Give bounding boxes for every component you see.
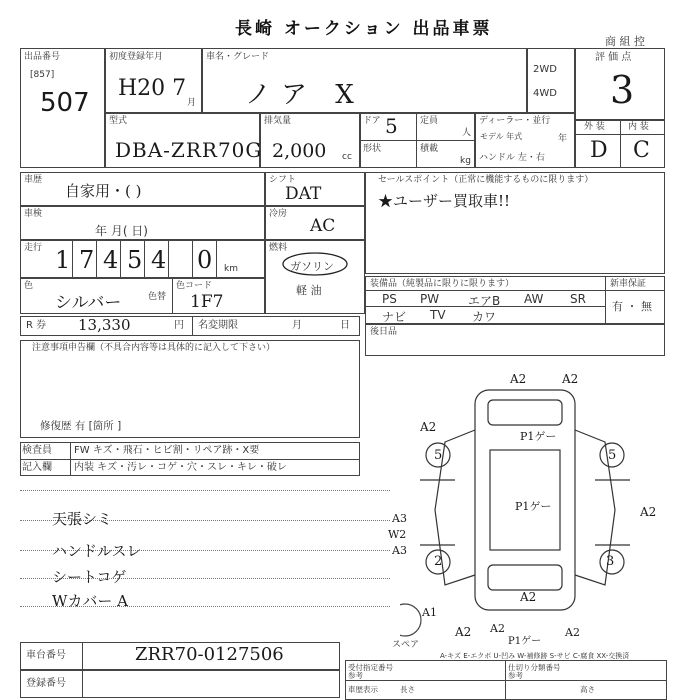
score-value: 3 [610, 68, 635, 112]
damage-legend: A-キズ E-エクボ U-凹み W-補修跡 S-サビ C-腐食 XX-交換済 [440, 652, 630, 660]
damage-mark: A3 [392, 512, 407, 525]
history-label: 車歴 [24, 175, 43, 185]
inspector-row-2: 内装 キズ・汚レ・コゲ・穴・スレ・キレ・破レ [74, 462, 287, 473]
r-ticket-label: R 券 [26, 320, 47, 331]
equip-navi: ナビ [382, 310, 407, 324]
fuel-gas: ガソリン [290, 260, 334, 273]
sales-point-box [365, 172, 665, 274]
note-line-1: 天張シミ [52, 510, 113, 528]
history-box [20, 172, 265, 206]
mileage-digit: 4 [103, 246, 119, 274]
damage-mark: A2 [562, 372, 579, 386]
footer-cell: 長さ [400, 685, 415, 694]
damage-mark: 3 [606, 554, 615, 569]
int-grade-value: C [633, 138, 650, 163]
load-unit: kg [460, 156, 471, 166]
footer-cell: 受付指定番号 [348, 663, 393, 672]
ac-value: AC [310, 216, 336, 236]
first-reg-label: 初度登録年月 [109, 52, 164, 62]
repair-history: 修復歴 有 [箇所 ] [40, 420, 122, 432]
damage-mark: A2 [490, 622, 505, 635]
mileage-digit: 1 [55, 246, 71, 274]
header-title: 長崎 オークション 出品車票 [235, 19, 493, 39]
color-swap-label: 色替 [148, 292, 167, 302]
equip-aw: AW [524, 292, 544, 306]
damage-mark: 2 [434, 554, 443, 569]
ext-grade-value: D [590, 138, 608, 163]
name-change-label: 名変期限 [198, 320, 238, 331]
after-date-box [365, 324, 665, 356]
handle-label: ハンドル 左・右 [479, 153, 545, 163]
new-warranty-label: 新車保証 [610, 279, 647, 289]
first-reg-value: H20 7 [118, 76, 187, 101]
color-label: 色 [24, 281, 34, 291]
r-ticket-unit: 円 [174, 320, 184, 331]
inspector-label: 検査員 [22, 445, 52, 456]
lot-code: [857] [30, 70, 55, 80]
damage-mark: A2 [565, 626, 580, 639]
inspector-entry-label: 記入欄 [22, 462, 52, 473]
equip-ps: PS [382, 292, 397, 306]
model-label: 型式 [109, 116, 128, 126]
ext-grade-label: 外 装 [584, 122, 605, 132]
footer-cell: 高さ [580, 685, 595, 694]
dealer-label: ディーラー・並行 [479, 116, 551, 126]
footer-cell: 参考 [508, 671, 523, 680]
damage-mark: 5 [434, 448, 443, 463]
car-name-label: 車名・グレード [206, 52, 270, 62]
gas-circle-mark [280, 250, 350, 278]
chassis-value: ZRR70-0127506 [135, 644, 284, 665]
inspector-row-1: FW キズ・飛石・ヒビ割・リペア跡・X要 [74, 445, 260, 456]
inspection-value: 年 月( 日) [95, 224, 148, 238]
damage-mark: 5 [608, 448, 617, 463]
damage-mark: A2 [510, 372, 527, 386]
drive-box [527, 48, 575, 113]
score-label: 評 価 点 [595, 52, 632, 63]
reg-box [20, 670, 340, 698]
capacity-unit: 人 [462, 128, 472, 138]
shape-label: 形状 [363, 144, 382, 154]
name-change-day: 日 [340, 320, 350, 331]
model-year-label: モデル 年式 [480, 132, 523, 141]
header-copy-label: 商 組 控 [605, 35, 645, 48]
mileage-label: 走行 [24, 243, 43, 253]
new-warranty-options: 有 ・ 無 [612, 300, 652, 313]
inspection-label: 車検 [24, 209, 43, 219]
displacement-value: 2,000 [272, 140, 327, 162]
name-change-month: 月 [292, 320, 302, 331]
int-grade-label: 内 装 [628, 122, 649, 132]
doors-label: ドア [363, 116, 381, 126]
fuel-label: 燃料 [269, 243, 288, 253]
sales-point-value: ★ユーザー買取車!! [378, 192, 511, 210]
mileage-digit: 4 [151, 246, 167, 274]
lot-label: 出品番号 [24, 52, 61, 62]
damage-mark: A2 [520, 590, 537, 604]
equip-leather: カワ [472, 310, 497, 324]
r-ticket-box [20, 316, 360, 336]
damage-mark: P1ゲー [515, 500, 552, 513]
car-name-value: ノア X [245, 80, 364, 110]
displacement-unit: cc [342, 152, 352, 162]
ac-label: 冷房 [269, 209, 288, 219]
mileage-unit: km [224, 264, 238, 274]
footer-cell: 参考 [348, 671, 363, 680]
damage-mark: A2 [640, 505, 657, 519]
first-reg-month: 月 [187, 98, 197, 108]
load-label: 積載 [420, 144, 439, 154]
model-value: DBA-ZRR70G [115, 138, 263, 162]
damage-mark: W2 [388, 528, 407, 541]
spare-label: スペア [392, 640, 420, 650]
notes-label: 注意事項申告欄（不具合内容等は具体的に記入して下さい） [32, 343, 276, 353]
fuel-diesel: 軽 油 [296, 284, 322, 297]
footer-cell: 車歴表示 [348, 685, 378, 694]
damage-mark: P1ゲー [508, 636, 542, 647]
damage-mark: A3 [392, 544, 407, 557]
equip-pw: PW [420, 292, 440, 306]
drive-4wd: 4WD [533, 88, 557, 99]
shift-label: シフト [269, 175, 297, 185]
damage-mark: A2 [455, 625, 472, 639]
color-value: シルバー [55, 293, 122, 313]
doors-value: 5 [385, 114, 398, 138]
note-line-2: ハンドルスレ [52, 542, 142, 560]
damage-mark: P1ゲー [520, 430, 557, 443]
displacement-label: 排気量 [264, 116, 292, 126]
note-line-3: シートコゲ [52, 568, 127, 586]
equipment-label: 装備品（純製品に限りに限ります） [370, 279, 515, 289]
year-unit: 年 [558, 134, 568, 144]
capacity-label: 定員 [420, 116, 439, 126]
equip-sr: SR [570, 292, 586, 306]
mileage-digit: 5 [127, 246, 143, 274]
damage-mark: A2 [420, 420, 437, 434]
after-date-label: 後日品 [370, 327, 398, 337]
reg-label: 登録番号 [26, 678, 66, 689]
mileage-digit: 7 [79, 246, 95, 274]
footer-cell: 仕切り分類番号 [508, 663, 561, 672]
drive-2wd: 2WD [533, 64, 557, 75]
shift-value: DAT [285, 184, 322, 204]
history-value: 自家用・( ) [65, 182, 142, 200]
equip-tv: TV [430, 308, 446, 322]
sales-point-label: セールスポイント（正常に機能するものに限ります） [378, 175, 594, 185]
note-line-4: Wカバー A [52, 592, 129, 610]
equip-airbag: エアB [468, 294, 501, 308]
color-code-value: 1F7 [190, 292, 224, 312]
r-ticket-value: 13,330 [78, 316, 131, 334]
lot-number: 507 [40, 88, 90, 118]
damage-mark: A1 [422, 606, 437, 619]
color-code-label: 色コード [176, 281, 213, 291]
chassis-label: 車台番号 [26, 650, 66, 661]
mileage-digit: 0 [197, 246, 213, 274]
